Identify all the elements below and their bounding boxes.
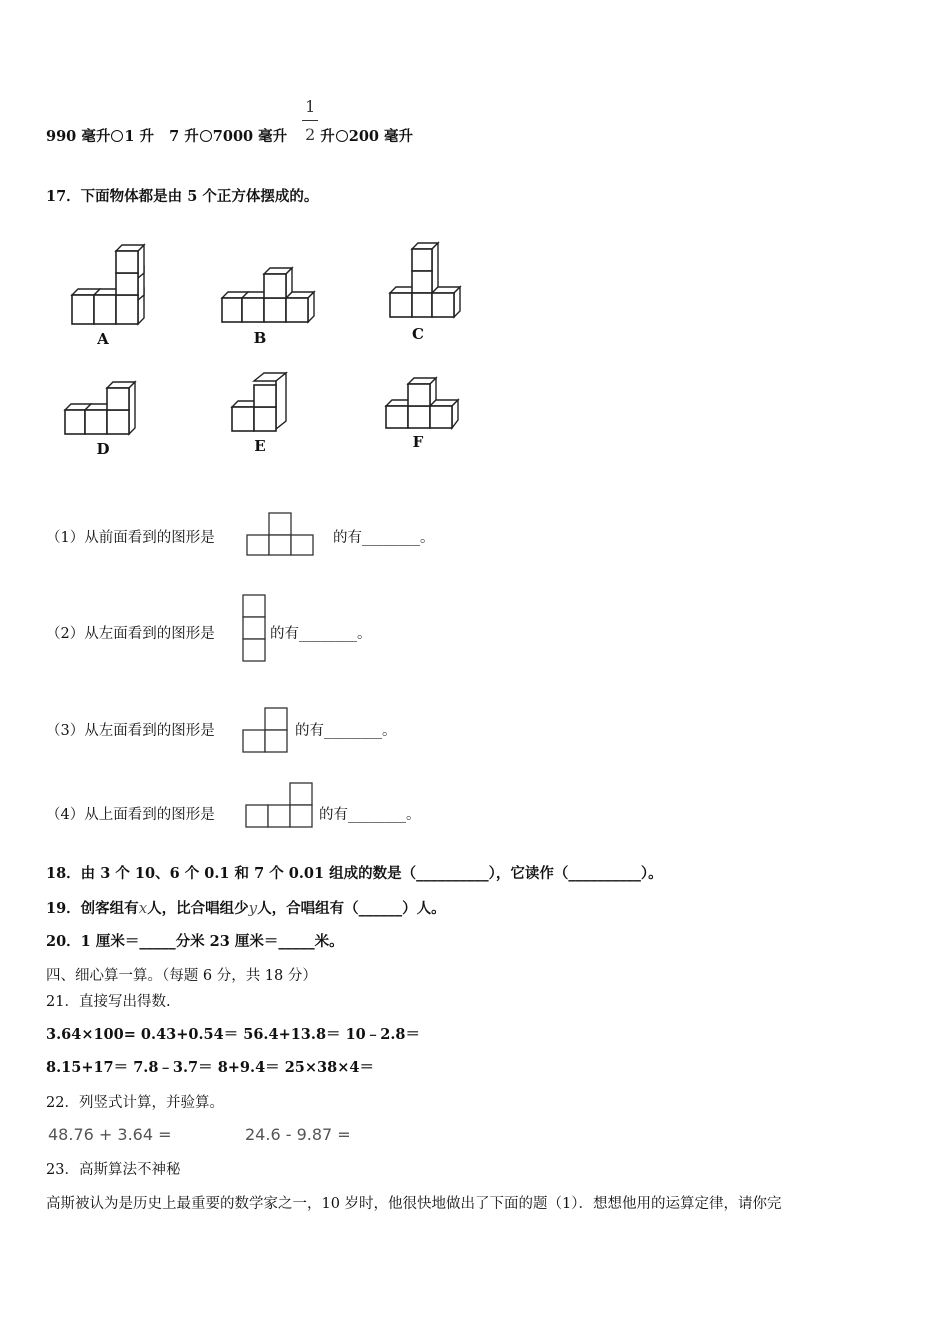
q21-title: 21．直接写出得数. [46,994,171,1010]
compare-c-right: 200 毫升 [348,128,414,145]
q17-sub1 [46,528,215,548]
q17-sub3-prefix: （3）从左面看到的图形是 [46,723,215,739]
view-left-shape-tall [242,594,268,664]
figure-label-d: D [96,440,110,458]
fraction-half [302,97,318,147]
q17-sub3-suffix: 的有________。 [295,723,397,739]
figure-a [68,248,168,338]
view-front-shape [247,511,317,557]
view-top-shape [244,782,318,830]
compare-a-left: 990 毫升 [46,128,111,145]
compare-line [46,97,414,147]
compare-circle-b[interactable] [200,130,212,142]
q17-sub2 [46,624,215,644]
q19-part3: 人，合唱组有（______）人。 [257,900,446,917]
q19 [46,898,446,919]
q17-sub1-prefix: （1）从前面看到的图形是 [46,530,215,546]
compare-c-left: 升 [320,128,335,145]
q17-sub4-suffix: 的有________。 [319,807,421,823]
fraction-bar [302,120,318,121]
compare-b-left: 7 升 [169,128,199,145]
q17-title: 17．下面物体都是由 5 个正方体摆成的。 [46,188,319,205]
q23-text: 高斯被认为是历史上最重要的数学家之一，10 岁时，他很快地做出了下面的题（1）．想想他用的运算定律，请你完 [46,1196,782,1212]
fraction-numerator: 1 [305,97,316,116]
figure-f [384,376,474,436]
q22-expr1: 48.76 + 3.64 = [48,1125,172,1144]
q23-title: 23．高斯算法不神秘 [46,1162,181,1178]
compare-b-right: 7000 毫升 [212,128,288,145]
q22-title: 22．列竖式计算，并验算。 [46,1095,224,1111]
compare-circle-c[interactable] [336,130,348,142]
section-4-heading: 四、细心算一算。（每题 6 分，共 18 分） [46,968,317,984]
compare-a-right: 1 升 [124,128,154,145]
figure-label-f: F [412,433,424,451]
q17-sub1-suffix: 的有________。 [333,530,435,546]
q19-part2: 人，比合唱组少 [147,900,249,917]
q21-row2: 8.15+17＝ 7.8﹣3.7＝ 8+9.4＝ 25×38×4＝ [46,1059,374,1076]
figure-label-b: B [253,329,267,347]
q19-var-y: y [248,899,258,917]
q17-sub4 [46,805,215,825]
q21-row1: 3.64×100= 0.43+0.54＝ 56.4+13.8＝ 10﹣2.8＝ [46,1026,420,1043]
figure-e [230,373,300,443]
compare-circle-a[interactable] [111,130,123,142]
figure-c [388,243,478,323]
q18: 18．由 3 个 10、6 个 0.1 和 7 个 0.01 组成的数是（__________），它读作（__________）。 [46,865,663,882]
fraction-denominator: 2 [305,125,316,144]
figure-label-e: E [254,437,266,455]
q17-sub2-prefix: （2）从左面看到的图形是 [46,626,215,642]
q19-part1: 19．创客组有 [46,900,139,917]
q17-sub4-prefix: （4）从上面看到的图形是 [46,807,215,823]
figure-b [220,268,330,338]
figure-label-a: A [97,330,109,348]
q17-sub2-suffix: 的有________。 [270,626,372,642]
q20: 20．1 厘米＝_____分米 23 厘米＝_____米。 [46,933,344,950]
figure-d [63,380,153,440]
q22-expr2: 24.6 - 9.87 = [245,1125,351,1144]
cube-stack-a [72,245,144,324]
q19-var-x: x [138,899,148,917]
view-left-shape-l [243,707,293,755]
figure-label-c: C [412,325,424,343]
q17-sub3 [46,721,215,741]
